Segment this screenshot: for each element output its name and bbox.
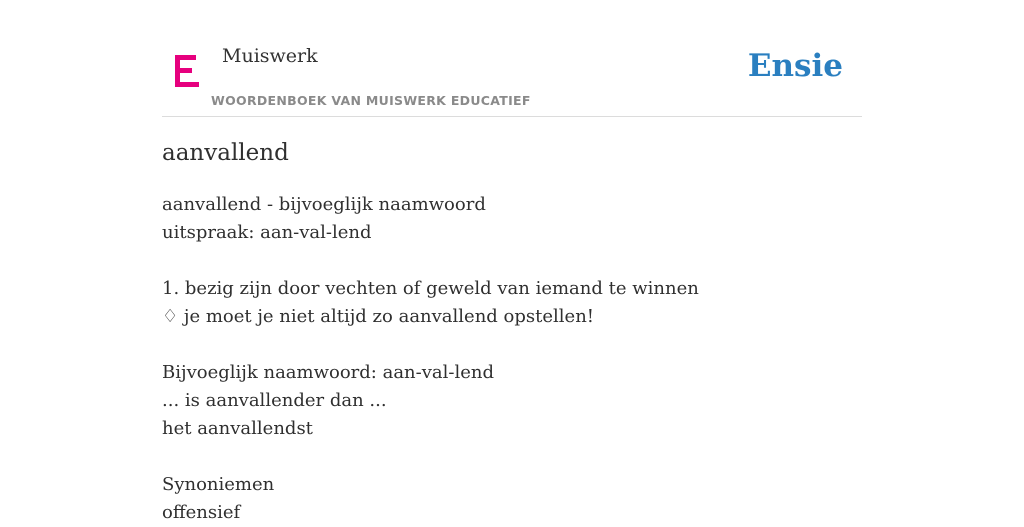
entry-content [162,191,862,527]
entry-line-comparative: ... is aanvallender dan ... [162,390,387,411]
entry-line-superlative: het aanvallendst [162,418,313,439]
entry-line-synonym: offensief [162,502,241,523]
entry-title: aanvallend [162,140,289,166]
entry-line-word-type: aanvallend - bijvoeglijk naamwoord [162,194,486,215]
muiswerk-logo-icon[interactable] [173,54,201,88]
entry-line-blank [162,331,862,359]
entry-line-synonyms-heading: Synoniemen [162,474,275,495]
entry-line-example: ♢ je moet je niet altijd zo aanvallend opstellen! [162,306,595,327]
entry-line-definition: 1. bezig zijn door vechten of geweld van iemand te winnen [162,278,699,299]
ensie-logo[interactable]: Ensie [747,48,843,84]
site-header [162,0,862,117]
entry-line-inflection-heading: Bijvoeglijk naamwoord: aan-val-lend [162,362,494,383]
brand-name[interactable]: Muiswerk [222,45,318,67]
brand-subtitle: WOORDENBOEK VAN MUISWERK EDUCATIEF [211,93,531,108]
entry-line-pronunciation: uitspraak: aan-val-lend [162,222,372,243]
entry-line-blank [162,247,862,275]
entry-line-blank [162,443,862,471]
